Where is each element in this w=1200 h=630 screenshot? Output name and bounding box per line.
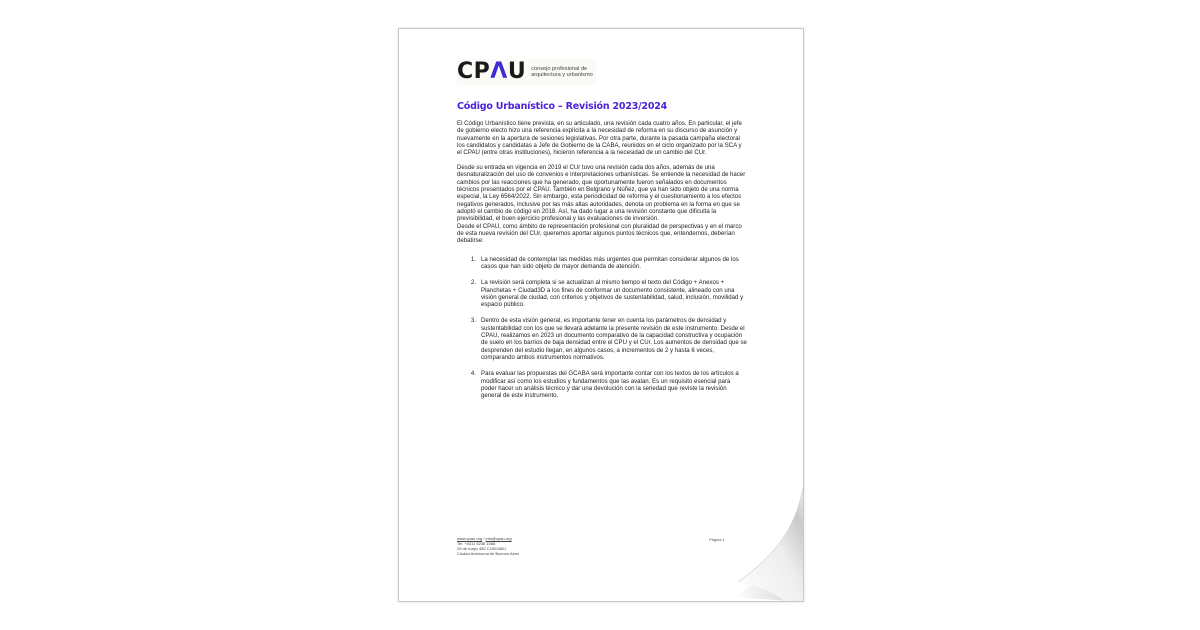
list-item-number: 3. xyxy=(470,317,476,325)
list-item-text: Dentro de esta visión general, es importante tener en cuenta los parámetros de densidad y sustentabilidad con los que se llevará adelante la presente revisión de este instrumento. Desde el CPAU, realizamos en 2023 un documento comparativo de la capacidad constructiva y ocupación de suelo en los barrios de baja densidad entre el CPU y el CUr. Los aumentos de densidad que se desprenden del estudio llegan, en algunos casos, a incrementos de 2 y hasta 6 veces, comparando ambos instrumentos normativos. xyxy=(481,317,747,362)
document-title: Código Urbanístico – Revisión 2023/2024 xyxy=(457,101,668,112)
logo-subtitle-line2: arquitectura y urbanismo xyxy=(531,72,593,78)
list-item-text: La revisión será completa si se actualizan al mismo tiempo el texto del Código + Anexos + Planchetas + Ciudad3D a los fines de conformar un documento consistente, alineado con una visión general de ciudad, con criterios y objetivos de sustentabilidad, salud, inclusión, movilidad y espacio público. xyxy=(481,279,744,309)
footer-city: Ciudad Autónoma de Buenos Aires xyxy=(457,551,520,556)
paragraph-history: Desde su entrada en vigencia en 2019 el CUr tuvo una revisión cada dos años, además de una desnaturalización del uso de convenios e interpretaciones urbanísticas. Se entiende la necesidad de hacer cambios por las reacciones que ha generado, que oportunamente fueron señalados en documentos técnicos presentados por el CPAU. También en Belgrano y Núñez, que ya han sido objeto de una norma especial, la Ley 6564/2022. Sin embargo, esta periodicidad de reforma y el cuestionamiento a los efectos negativos generados, inclusive por las más altas autoridades, denota un problema en la forma en que se adoptó el cambio de código en 2018. Así, ha dado lugar a una revisión constante que dificulta la previsibilidad, el buen ejercicio profesional y las evaluaciones de inversión. xyxy=(457,164,746,223)
list-item-number: 2. xyxy=(470,279,476,287)
list-item xyxy=(457,279,747,308)
list-item-text: Para evaluar las propuestas del GCABA será importante contar con los textos de los artículos a modificar así como los estudios y fundamentos que las avalan. Es un requisito esencial para poder hacer un análisis técnico y dar una devolución con la seriedad que reviste la revisión general de este instrumento. xyxy=(481,370,739,400)
logo-letter-u: U xyxy=(507,59,527,84)
footer-address: 25 de mayo 482 C1002ABJ xyxy=(457,546,506,551)
list-item-number: 1. xyxy=(470,255,476,263)
list-item-number: 4. xyxy=(470,370,476,378)
paragraph-cpau-position: Desde el CPAU, como ámbito de representación profesional con pluralidad de perspectivas y en el marco de esta nueva revisión del CUr, queremos aportar algunos puntos técnicos que, entendemos, deberían debatirse: xyxy=(457,222,742,245)
logo-accent-letter: Λ xyxy=(490,59,508,84)
logo-subtitle xyxy=(531,66,593,78)
list-item xyxy=(457,370,747,399)
page-number: Página 1 xyxy=(709,537,725,542)
list-item-text: La necesidad de contemplar las medidas más urgentes que permitan considerar algunos de los casos que han sido objeto de mayor demanda de atención. xyxy=(481,255,739,271)
cpau-logo xyxy=(457,59,596,85)
website-link[interactable]: www.cpau.org xyxy=(457,536,483,541)
logo-subtitle-line1: consejo profesional de xyxy=(531,65,588,72)
logo-letters-cp: CP xyxy=(457,59,491,84)
email-link[interactable]: info@cpau.org xyxy=(485,536,512,541)
logo-wordmark xyxy=(457,61,526,83)
list-item xyxy=(457,256,747,271)
page-curl-icon xyxy=(694,482,804,602)
points-list xyxy=(457,256,747,400)
document-page xyxy=(398,28,804,602)
document-body xyxy=(457,120,747,408)
page-footer xyxy=(457,536,519,556)
list-item xyxy=(457,317,747,361)
footer-phone: Tel. +5411 5238 1068 xyxy=(457,541,496,546)
paragraph-intro: El Código Urbanístico tiene prevista, en su articulado, una revisión cada cuatro años. En particular, el jefe de gobierno electo hizo una referencia explícita a la necesidad de reforma en su discurso de asunción y nuevamente en la apertura de sesiones legislativas. Por otra parte, durante la pasada campaña electoral los candidatos y candidatas a Jefe de Gobierno de la CABA, reunidos en el ciclo organizado por la SCA y el CPAU (entre otras instituciones), hicieron referencia a la necesidad de un cambio del CUr. xyxy=(457,120,742,157)
footer-separator: / xyxy=(482,536,486,541)
